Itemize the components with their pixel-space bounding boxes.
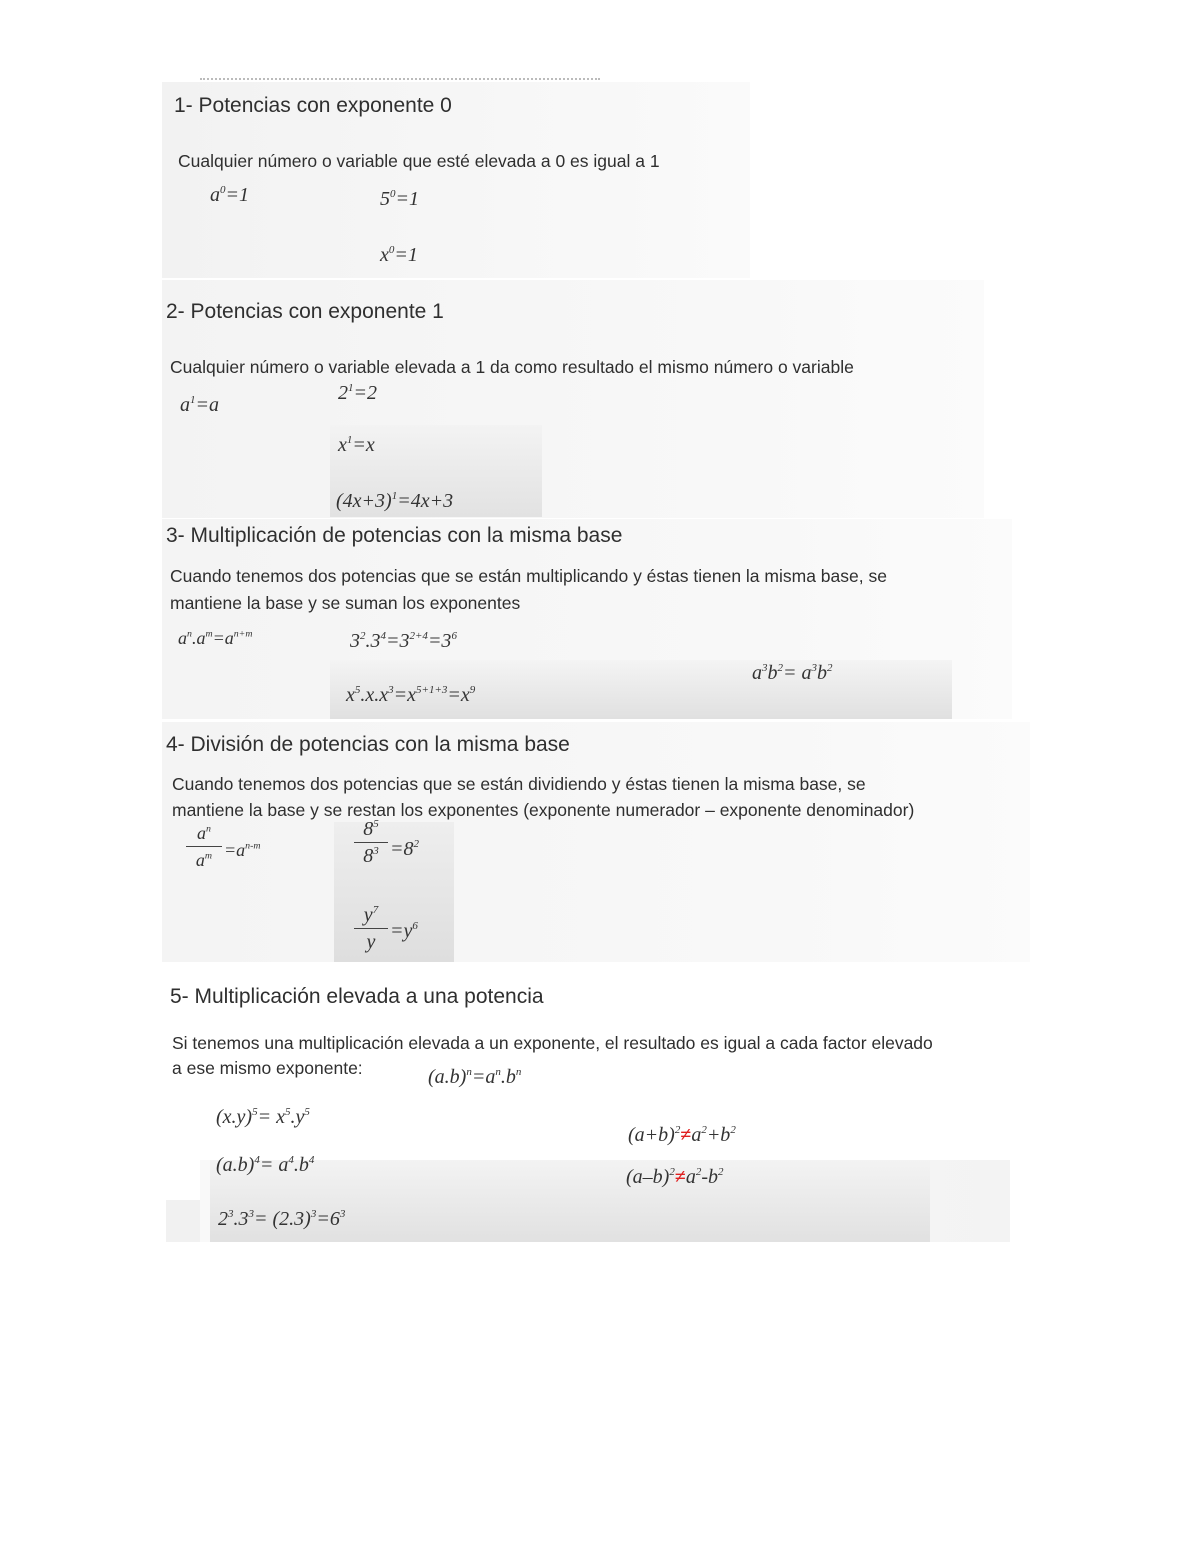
- formula-diff-square-not-equal: $(a-b)^2\ne a^2-b^2$: [626, 1165, 724, 1188]
- section-4-description-line2: mantiene la base y se restan los exponentes (exponente numerador – exponente denominador): [172, 800, 915, 820]
- section-3-description-line1: Cuando tenemos dos potencias que se están multiplicando y éstas tienen la misma base, se: [170, 566, 887, 586]
- fraction-numeric: $8^5$ $8^3$: [354, 818, 388, 867]
- formula-x-one: $x^1=x$: [338, 433, 375, 456]
- not-equal-icon: ≠: [680, 1124, 692, 1146]
- fraction-rule-result: $=a^{n-m}$: [224, 840, 261, 860]
- formula-product-variable: $x^5.x.x^3=x^{5+1+3}=x^9$: [346, 683, 476, 706]
- section-1-description: Cualquier número o variable que esté elevada a 0 es igual a 1: [178, 151, 660, 171]
- section-1-title: 1- Potencias con exponente 0: [174, 94, 452, 117]
- fraction-variable-result: $=y^6$: [390, 919, 418, 942]
- section-5-description-line2: a ese mismo exponente:: [172, 1058, 363, 1078]
- formula-ab-power: $(a.b)^4= a^4.b^4$: [216, 1153, 315, 1176]
- formula-binomial-one: $(4x+3)^1=4x+3$: [336, 489, 454, 512]
- formula-product-rule: $a^n.a^m=a^{n+m}$: [178, 628, 253, 648]
- section-5-side-block: [166, 1200, 200, 1242]
- section-3-description-line2: mantiene la base y se suman los exponentes: [170, 593, 521, 613]
- formula-sum-square-not-equal: $(a+b)^2\ne a^2+b^2$: [628, 1123, 736, 1146]
- formula-a-zero: $a^0=1$: [210, 183, 249, 206]
- formula-xy-power: $(x.y)^5= x^5.y^5$: [216, 1105, 310, 1128]
- section-4-title: 4- División de potencias con la misma base: [166, 733, 570, 756]
- formula-numeric-power: $2^3.3^3= (2.3)^3=6^3$: [218, 1207, 346, 1230]
- fraction-numeric-result: $=8^2$: [390, 837, 419, 860]
- formula-2-one: $2^1=2$: [338, 381, 377, 404]
- section-4-panel: [162, 722, 1030, 962]
- formula-x-zero: $x^0=1$: [380, 243, 418, 266]
- formula-power-of-product-rule: $(a.b)^n=a^n.b^n$: [428, 1065, 522, 1088]
- section-5-description-line1: Si tenemos una multiplicación elevada a un exponente, el resultado es igual a cada factor elevado: [172, 1033, 933, 1053]
- section-2-description: Cualquier número o variable elevada a 1 da como resultado el mismo número o variable: [170, 357, 854, 377]
- fraction-variable: $y^7$ y: [354, 904, 388, 953]
- formula-product-numeric: $3^2.3^4=3^{2+4}=3^6$: [350, 629, 457, 652]
- formula-a-one: $a^1=a$: [180, 393, 219, 416]
- fraction-rule: $a^n$ $a^m$: [186, 822, 222, 871]
- section-2-title: 2- Potencias con exponente 1: [166, 300, 444, 323]
- not-equal-icon: ≠: [674, 1166, 686, 1188]
- section-4-description-line1: Cuando tenemos dos potencias que se están dividiendo y éstas tienen la misma base, se: [172, 774, 866, 794]
- formula-5-zero: $5^0=1$: [380, 187, 419, 210]
- section-3-title: 3- Multiplicación de potencias con la misma base: [166, 524, 623, 547]
- section-5-title: 5- Multiplicación elevada a una potencia: [170, 985, 544, 1008]
- formula-product-mixed: $a^3b^2= a^3b^2$: [752, 661, 833, 684]
